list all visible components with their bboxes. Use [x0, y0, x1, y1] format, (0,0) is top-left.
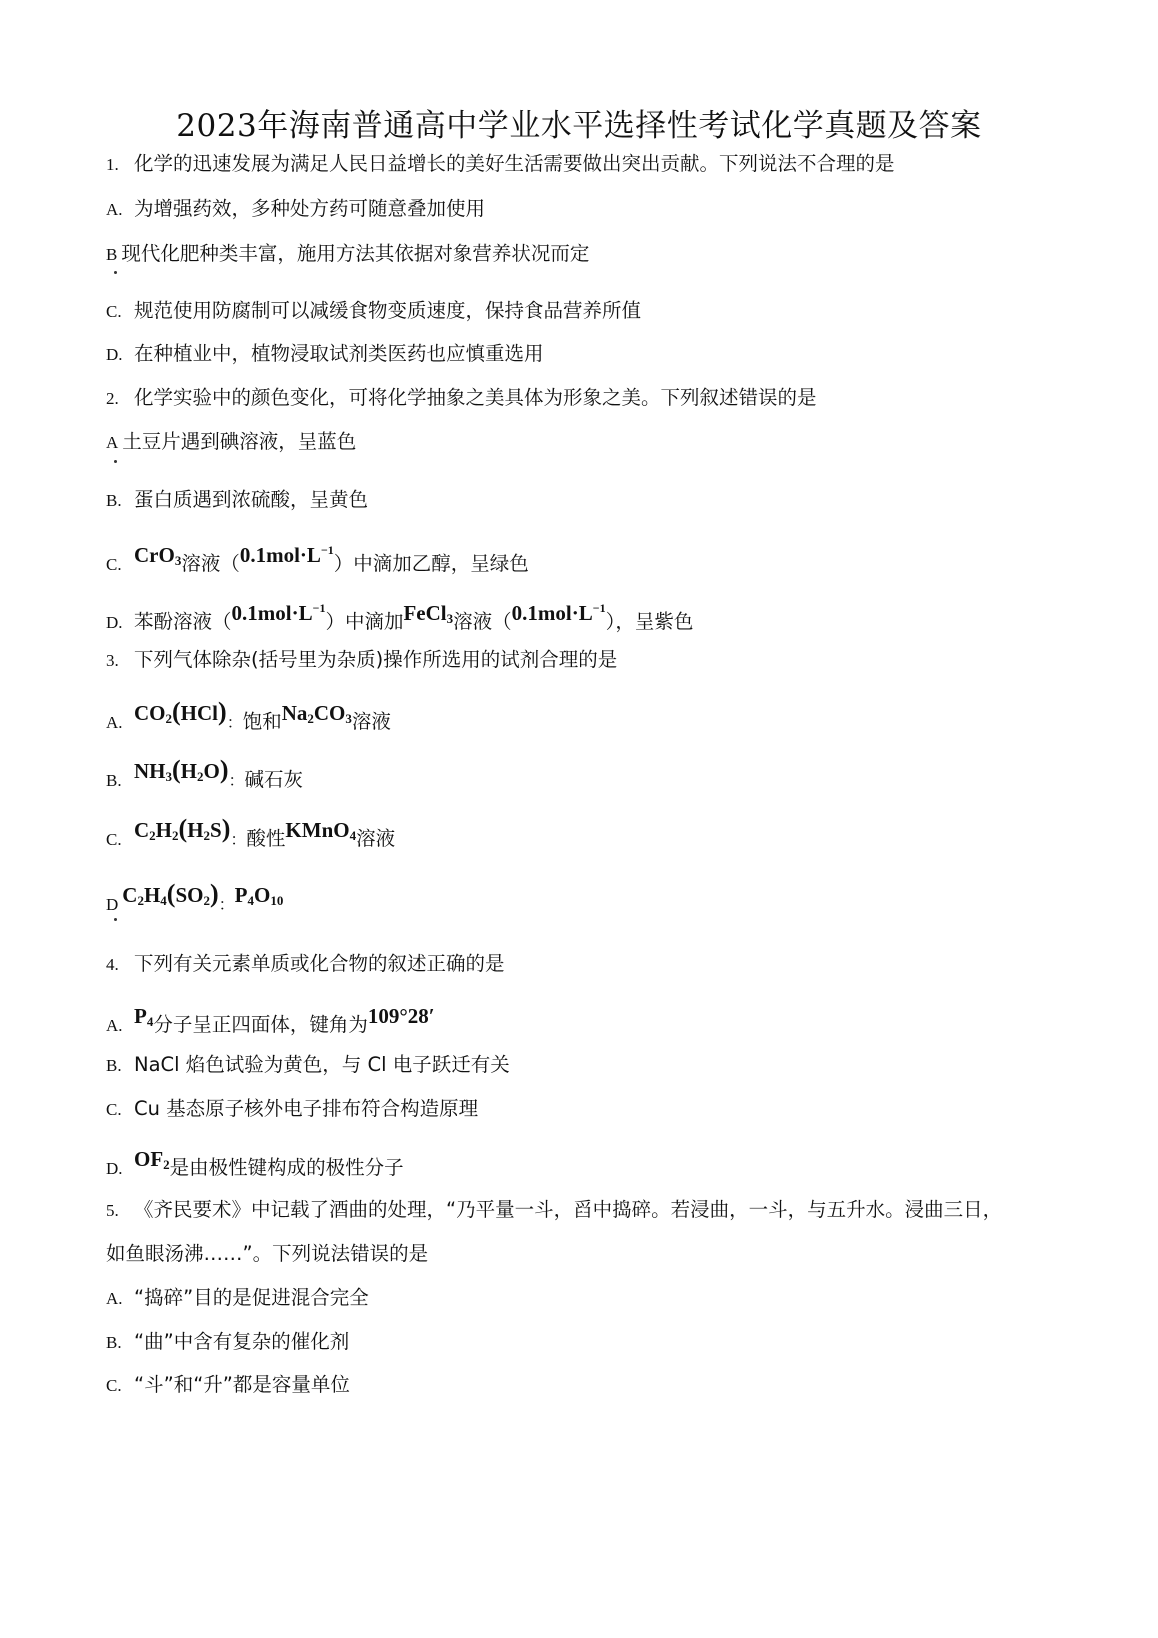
option-label: B.: [106, 1333, 122, 1352]
option-label: B.: [106, 1056, 122, 1075]
formula-fecl3: FeCl$_3$: [403, 601, 454, 626]
question-2-option-b: B. 蛋白质遇到浓硫酸，呈黄色: [106, 488, 369, 511]
formula-p4o10: $P_4O_{10}$: [234, 883, 284, 908]
formula-na2co3: $Na_2CO_3$: [281, 701, 352, 726]
question-5-option-c: C. “斗”和“升”都是容量单位: [106, 1373, 350, 1396]
question-4-option-b: B. NaCl 焰色试验为黄色，与 Cl 电子跃迁有关: [106, 1053, 510, 1076]
question-1-stem: 1. 化学的迅速发展为满足人民日益增长的美好生活需要做出突出贡献。下列说法不合理的是: [106, 152, 895, 175]
option-label: C.: [106, 1376, 122, 1395]
option-label: C.: [106, 555, 122, 574]
option-label: A: [106, 433, 119, 452]
option-label: A.: [106, 200, 123, 219]
concentration: $0.1mol\cdot L^{-1}$: [231, 601, 326, 625]
option-label: B.: [106, 771, 122, 790]
option-label: C.: [106, 830, 122, 849]
question-number: 2.: [106, 389, 119, 408]
formula-c2h2-h2s: $C_2H_2(H_2S)$: [134, 814, 231, 843]
label-dot: [114, 271, 117, 274]
question-3-option-d: D $C_2H_4(SO_2)$：$P_4O_{10}$: [106, 890, 283, 921]
question-number: 4.: [106, 955, 119, 974]
option-label: D.: [106, 1159, 123, 1178]
question-5-stem-line-1: 5. 《齐民要术》中记载了酒曲的处理，“乃平量一斗，舀中捣碎。若浸曲，一斗，与五升水。浸曲三日，: [106, 1198, 1003, 1221]
option-label: D.: [106, 613, 123, 632]
option-label: D: [106, 895, 119, 914]
question-2-option-a: A 土豆片遇到碘溶液，呈蓝色: [106, 430, 357, 453]
label-dot: [114, 918, 117, 921]
question-5-option-b: B. “曲”中含有复杂的催化剂: [106, 1330, 350, 1353]
option-label: A.: [106, 713, 123, 732]
question-4-stem: 4. 下列有关元素单质或化合物的叙述正确的是: [106, 952, 505, 975]
question-number: 1.: [106, 155, 119, 174]
formula-of2: $OF_2$: [134, 1147, 170, 1172]
question-2-option-d: D. 苯酚溶液$(0.1mol\cdot L^{-1})$中滴加FeCl$_3$溶液$(0.1mol\cdot L^{-1})$，呈紫色: [106, 601, 694, 633]
page-title: 2023年海南普通高中学业水平选择性考试化学真题及答案: [176, 108, 982, 144]
label-dot: [114, 460, 117, 463]
question-3-option-c: C. $C_2H_2(H_2S)$：酸性KMnO$_4$溶液: [106, 814, 396, 850]
question-2-stem: 2. 化学实验中的颜色变化，可将化学抽象之美具体为形象之美。下列叙述错误的是: [106, 386, 817, 409]
question-4-option-a: A. $P_4$分子呈正四面体，键角为109°28′: [106, 1004, 435, 1036]
question-1-option-a: A. 为增强药效，多种处方药可随意叠加使用: [106, 197, 486, 220]
formula-c2h4-so2: $C_2H_4(SO_2)$: [122, 879, 219, 908]
question-number: 3.: [106, 651, 119, 670]
question-4-option-c: C. Cu 基态原子核外电子排布符合构造原理: [106, 1097, 479, 1120]
question-3-option-a: A. $CO_2(HCl)$：饱和$Na_2CO_3$溶液: [106, 697, 391, 733]
formula-nh3-h2o: $NH_3(H_2O)$: [134, 755, 229, 784]
question-1-option-c: C. 规范使用防腐制可以减缓食物变质速度，保持食品营养所值: [106, 299, 642, 322]
question-number: 5.: [106, 1201, 119, 1220]
question-3-option-b: B. $NH_3(H_2O)$：碱石灰: [106, 755, 304, 791]
formula-kmno4: KMnO$_4$: [285, 818, 357, 843]
option-label: D.: [106, 345, 123, 364]
question-5-option-a: A. “捣碎”目的是促进混合完全: [106, 1286, 369, 1309]
option-label: B: [106, 245, 118, 264]
question-5-stem-line-2: 如鱼眼汤沸……”。下列说法错误的是: [106, 1242, 429, 1265]
option-label: A.: [106, 1289, 123, 1308]
option-label: A.: [106, 1016, 123, 1035]
question-3-stem: 3. 下列气体除杂(括号里为杂质)操作所选用的试剂合理的是: [106, 648, 618, 671]
question-1-option-b: B 现代化肥种类丰富，施用方法其依据对象营养状况而定: [106, 242, 590, 265]
formula-cro3: CrO$_3$: [134, 543, 182, 568]
question-2-option-c: C. CrO$_3$溶液$(0.1mol\cdot L^{-1})$中滴加乙醇，呈绿色: [106, 543, 529, 575]
option-label: B.: [106, 491, 122, 510]
question-1-option-d: D. 在种植业中，植物浸取试剂类医药也应慎重选用: [106, 342, 544, 365]
concentration: $0.1mol\cdot L^{-1}$: [239, 543, 334, 567]
option-label: C.: [106, 1100, 122, 1119]
concentration: $0.1mol\cdot L^{-1}$: [511, 601, 606, 625]
option-label: C.: [106, 302, 122, 321]
formula-p4: $P_4$: [134, 1004, 154, 1029]
formula-co2-hcl: $CO_2(HCl)$: [134, 697, 227, 726]
question-4-option-d: D. $OF_2$是由极性键构成的极性分子: [106, 1147, 404, 1179]
bond-angle: 109°28′: [367, 1004, 435, 1028]
